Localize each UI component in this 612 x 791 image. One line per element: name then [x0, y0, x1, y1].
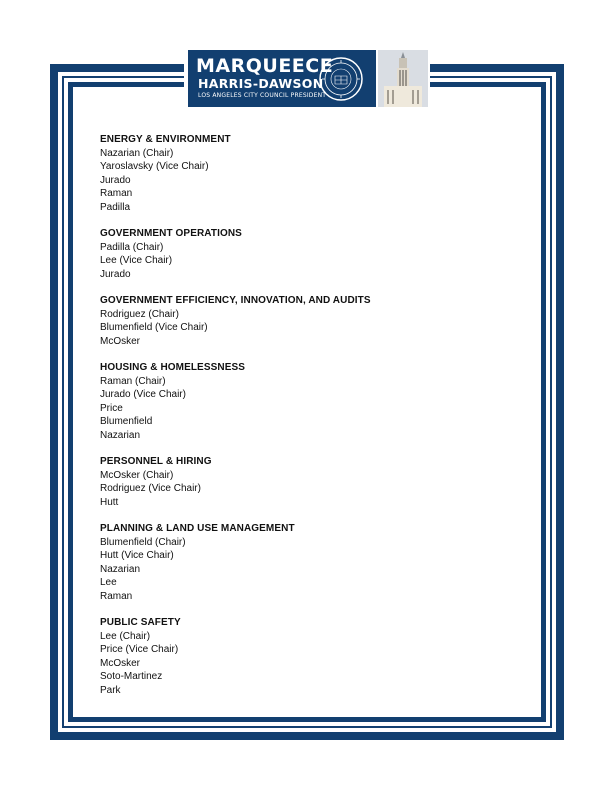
- committee-member: Hutt (Vice Chair): [100, 550, 174, 561]
- committee-member: Lee (Vice Chair): [100, 255, 173, 266]
- committee-member: Nazarian (Chair): [100, 147, 174, 159]
- committee-list: [100, 133, 520, 710]
- committee-member: Price (Vice Chair): [100, 644, 179, 655]
- committee-member: Jurado: [100, 174, 131, 186]
- logo-name-line1: MARQUEECE: [196, 55, 334, 77]
- committee-member: Rodriguez (Chair): [100, 308, 179, 320]
- city-hall-icon: [378, 50, 428, 107]
- committee-title: PLANNING & LAND USE MANAGEMENT: [100, 523, 295, 534]
- committee-section: [100, 133, 520, 214]
- committee-member: McOsker: [100, 335, 140, 347]
- committee-section: [100, 522, 520, 603]
- city-seal-icon: [318, 56, 364, 102]
- committee-member: Lee: [100, 577, 117, 588]
- committee-member: Rodriguez (Vice Chair): [100, 483, 201, 494]
- committee-member: McOsker: [100, 657, 140, 669]
- committee-section: [100, 294, 520, 348]
- committee-member: Yaroslavsky (Vice Chair): [100, 161, 209, 172]
- committee-section: [100, 455, 520, 509]
- committee-member: Soto-Martinez: [100, 671, 163, 682]
- committee-member: Blumenfield (Vice Chair): [100, 322, 208, 333]
- committee-member: Nazarian: [100, 563, 141, 575]
- committee-member: Jurado (Vice Chair): [100, 389, 186, 400]
- committee-member: Park: [100, 684, 121, 696]
- committee-member: Price: [100, 402, 123, 414]
- committee-member: Padilla (Chair): [100, 241, 164, 253]
- committee-member: Lee (Chair): [100, 630, 151, 642]
- committee-member: Padilla: [100, 201, 131, 213]
- logo-name-line2: HARRIS-DAWSON: [198, 76, 324, 91]
- committee-title: GOVERNMENT OPERATIONS: [100, 228, 242, 239]
- header-logo: [184, 50, 430, 107]
- committee-member: Blumenfield (Chair): [100, 536, 186, 548]
- committee-member: Nazarian: [100, 429, 141, 441]
- committee-section: [100, 616, 520, 697]
- committee-title: ENERGY & ENVIRONMENT: [100, 134, 231, 145]
- committee-member: Jurado: [100, 268, 131, 280]
- committee-title: GOVERNMENT EFFICIENCY, INNOVATION, AND AUDITS: [100, 295, 371, 306]
- committee-title: PERSONNEL & HIRING: [100, 456, 212, 467]
- committee-section: [100, 227, 520, 281]
- committee-section: [100, 361, 520, 442]
- committee-member: Raman (Chair): [100, 375, 166, 387]
- committee-member: Hutt: [100, 496, 119, 508]
- committee-member: Raman: [100, 188, 133, 199]
- logo-subtitle: LOS ANGELES CITY COUNCIL PRESIDENT: [198, 92, 327, 99]
- committee-member: Raman: [100, 590, 133, 602]
- committee-member: Blumenfield: [100, 416, 153, 427]
- committee-member: McOsker (Chair): [100, 469, 174, 481]
- committee-title: HOUSING & HOMELESSNESS: [100, 362, 245, 373]
- committee-title: PUBLIC SAFETY: [100, 617, 181, 628]
